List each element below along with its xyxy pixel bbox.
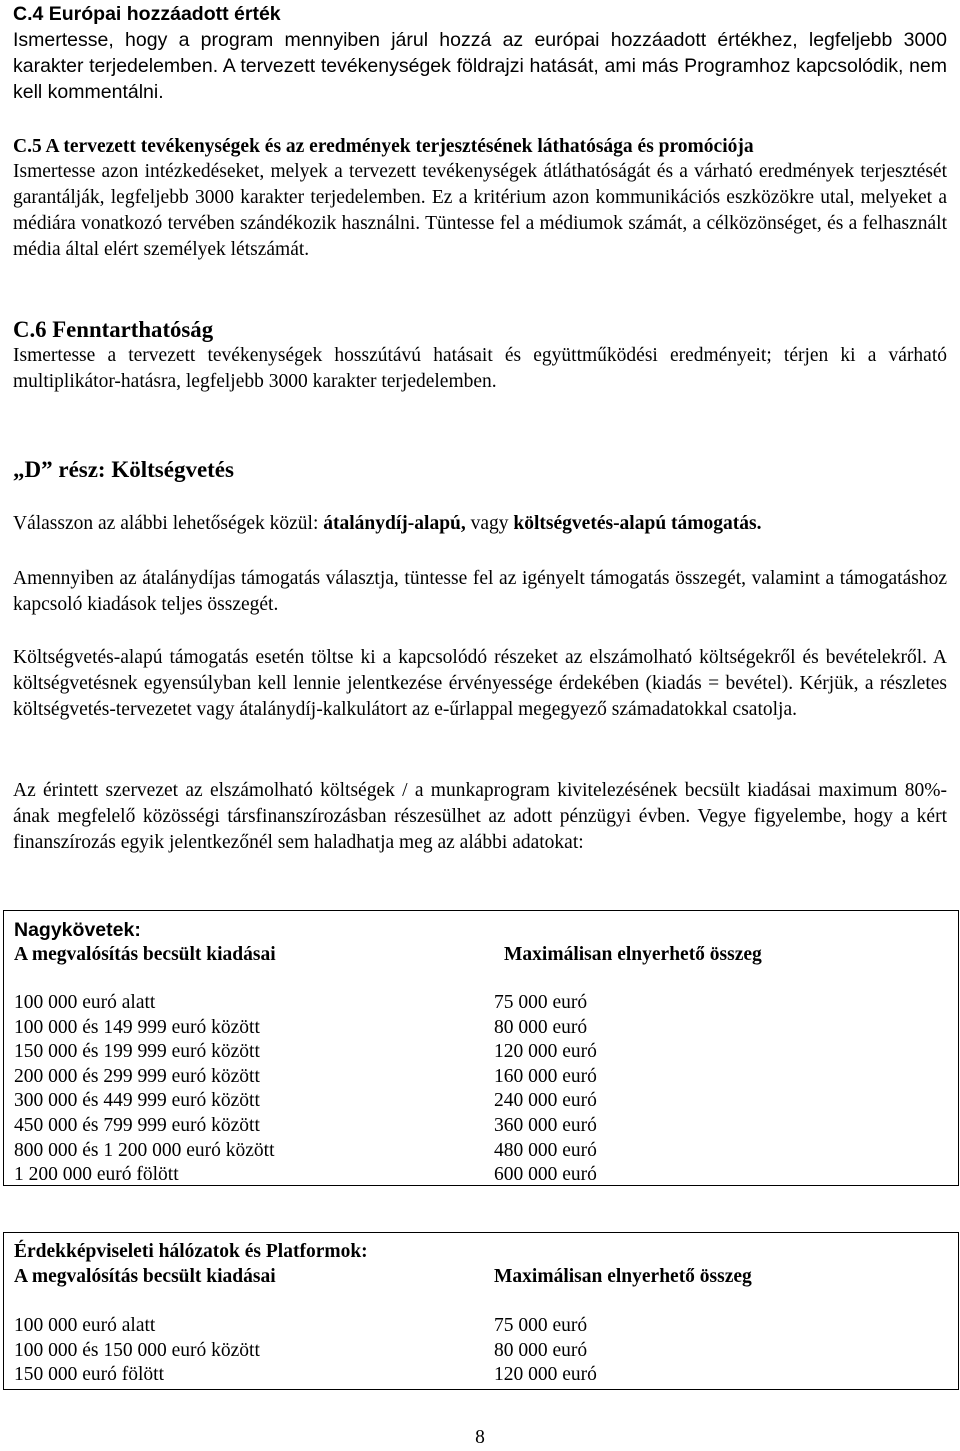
- max-amount-cell: 120 000 euró: [494, 1041, 597, 1063]
- max-amount-cell: 75 000 euró: [494, 1315, 588, 1336]
- expense-range-cell: 100 000 euró alatt: [14, 1315, 156, 1336]
- max-amount-cell: 80 000 euró: [494, 1339, 588, 1361]
- networks-table-title: Érdekképviseleti hálózatok és Platformok:: [14, 1241, 368, 1262]
- expense-range-cell: 150 000 euró fölött: [14, 1364, 165, 1386]
- max-amount-cell: 360 000 euró: [494, 1115, 597, 1136]
- page-number: 8: [475, 1427, 485, 1448]
- expense-range-cell: 100 000 euró alatt: [14, 992, 156, 1013]
- table-row: [14, 990, 948, 1014]
- ambassadors-col-max-amount: Maximálisan elnyerhető összeg: [504, 944, 762, 965]
- networks-col-max-amount: Maximálisan elnyerhető összeg: [494, 1266, 752, 1287]
- section-c4-title: C.4 Európai hozzáadott érték: [13, 3, 281, 25]
- table-row: [14, 1162, 948, 1186]
- expense-range-cell: 150 000 és 199 999 euró között: [14, 1041, 260, 1063]
- expense-range-cell: 800 000 és 1 200 000 euró között: [14, 1139, 275, 1161]
- section-c4-body: Ismertesse, hogy a program mennyiben járul hozzá az európai hozzáadott értékhez, legfeljebb 3000 karakter terjedelemben. A tervezett tevékenységek földrajzi hatását, ami más Programhoz kapcsolódik, nem kell kommentálni.: [13, 29, 947, 103]
- budget-choice-paragraph: [13, 511, 947, 537]
- section-c5-title: C.5 A tervezett tevékenységek és az eredmények terjesztésének láthatósága és promóciója: [13, 136, 754, 157]
- ambassadors-col-expenses: A megvalósítás becsült kiadásai: [14, 944, 276, 965]
- expense-range-cell: 1 200 000 euró fölött: [14, 1164, 179, 1186]
- expense-range-cell: 100 000 és 150 000 euró között: [14, 1339, 260, 1361]
- max-amount-cell: 75 000 euró: [494, 992, 588, 1013]
- max-amount-cell: 480 000 euró: [494, 1139, 597, 1161]
- section-c6-body: Ismertesse a tervezett tevékenységek hosszútávú hatásait és együttműködési eredményeit; térjen ki a várható multiplikátor-hatásra, legfeljebb 3000 karakter terjedelemben.: [13, 345, 947, 392]
- max-amount-cell: 160 000 euró: [494, 1065, 597, 1087]
- section-c5-body: Ismertesse azon intézkedéseket, melyek a tervezett tevékenységek átláthatóságát és a várható eredmények terjesztését garantálják, legfeljebb 3000 karakter terjedelemben. Ez a kritérium azon kommunikációs eszközökre utal, melyeket a médiára vonatkozó tervében szándékozik használni. Tüntesse fel a médiumok számát, a célközönséget, és a felhasznált média által elért személyek létszámát.: [13, 161, 947, 260]
- table-row: [14, 1362, 948, 1386]
- section-c6-title: C.6 Fenntarthatóság: [13, 317, 214, 342]
- expense-range-cell: 300 000 és 449 999 euró között: [14, 1090, 260, 1112]
- budget-option-budget-based: költségvetés-alapú támogatás.: [513, 513, 762, 534]
- table-row: [14, 1088, 948, 1112]
- table-row: [14, 1064, 948, 1088]
- table-row: [14, 1015, 948, 1039]
- table-row: [14, 1039, 948, 1063]
- max-amount-cell: 240 000 euró: [494, 1090, 597, 1112]
- max-amount-cell: 600 000 euró: [494, 1164, 597, 1186]
- part-d-title: „D” rész: Költségvetés: [13, 457, 234, 482]
- table-row: [14, 1138, 948, 1162]
- expense-range-cell: 100 000 és 149 999 euró között: [14, 1016, 260, 1038]
- networks-funding-table: [3, 1232, 959, 1390]
- expense-range-cell: 450 000 és 799 999 euró között: [14, 1115, 260, 1136]
- table-row: [14, 1313, 948, 1337]
- table-row: [14, 1113, 948, 1137]
- table-row: [14, 1338, 948, 1362]
- expense-range-cell: 200 000 és 299 999 euró között: [14, 1065, 260, 1087]
- budget-choice-middle: vagy: [465, 513, 514, 534]
- ambassadors-funding-table: [3, 910, 959, 1186]
- flat-rate-paragraph: Amennyiben az átalánydíjas támogatás választja, tüntesse fel az igényelt támogatás összegét, valamint a támogatáshoz kapcsoló kiadások teljes összegét.: [13, 568, 947, 615]
- budget-based-paragraph: Költségvetés-alapú támogatás esetén töltse ki a kapcsolódó részeket az elszámolható költségekről és bevételekről. A költségvetésnek egyensúlyban kell lennie jelentkezése érvényessége érdekében (kiadás = bevétel). Kérjük, a részletes költségvetés-tervezetet vagy átalánydíj-kalkulátort az e-űrlappal megegyező számadatokkal csatolja.: [13, 647, 947, 720]
- budget-option-flat-rate: átalánydíj-alapú,: [323, 513, 466, 534]
- max-amount-cell: 120 000 euró: [494, 1364, 597, 1386]
- networks-col-expenses: A megvalósítás becsült kiadásai: [14, 1266, 276, 1287]
- ambassadors-table-title: Nagykövetek:: [14, 919, 141, 941]
- max-amount-cell: 80 000 euró: [494, 1016, 588, 1038]
- cofinancing-paragraph: Az érintett szervezet az elszámolható költségek / a munkaprogram kivitelezésének becsült kiadásai maximum 80%-ának megfelelő közösségi társfinanszírozásban részesülhet az adott pénzügyi évben. Vegye figyelembe, hogy a kért finanszírozás egyik jelentkezőnél sem haladhatja meg az alábbi adatokat:: [13, 780, 947, 853]
- budget-choice-prefix: Válasszon az alábbi lehetőségek közül:: [13, 513, 324, 534]
